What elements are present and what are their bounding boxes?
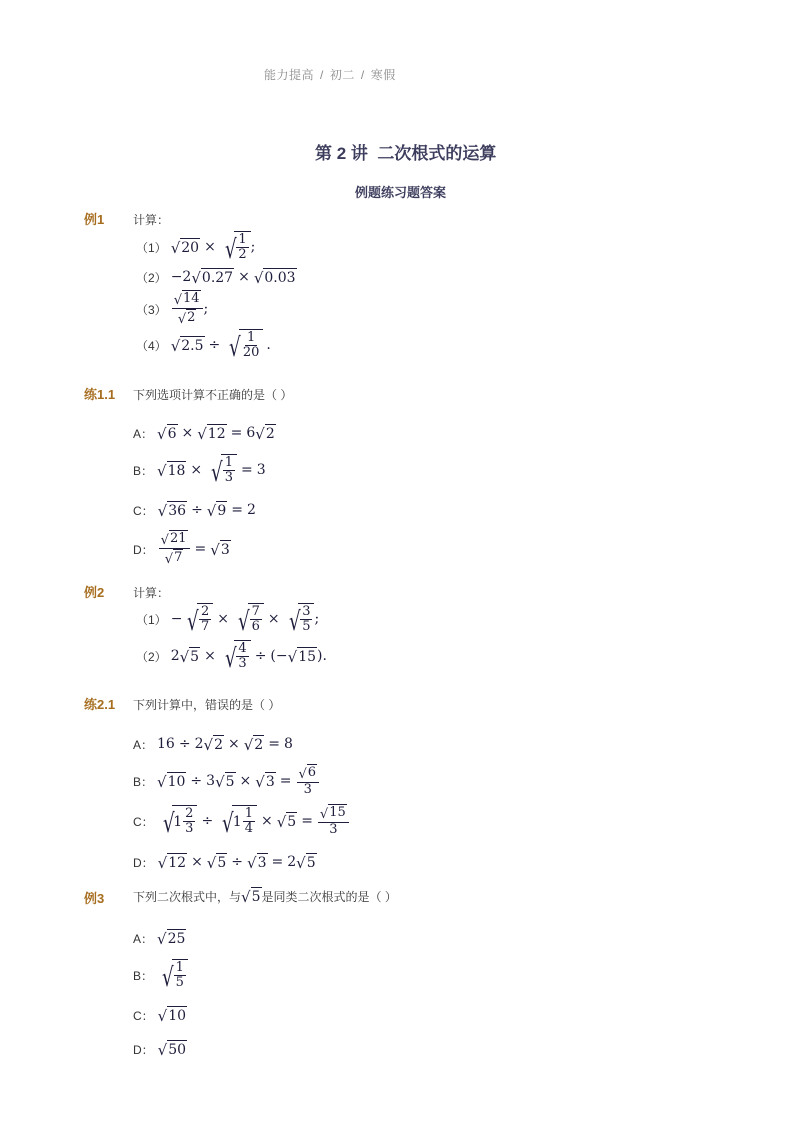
math-expression: √ 21 √ 7 = √ 3: [160, 531, 230, 567]
item-index: （4）: [136, 338, 167, 353]
item-index: （3）: [136, 302, 167, 317]
problem-item: （2） 2 √ 5 × √ $\frac{4}{3}$ ÷ (− √ 15 ) .: [136, 640, 327, 675]
breadcrumb-item: 能力提高: [264, 68, 315, 82]
math-expression: 2 √ 5 × √ $\frac{4}{3}$ ÷ (− √ 15 ) .: [170, 640, 327, 675]
math-expression: [171, 290, 209, 327]
problem-label-ex2: 例2: [84, 585, 105, 600]
page-title: 第 2 讲 二次根式的运算: [315, 144, 497, 163]
option-c: C： √ 10: [133, 1007, 187, 1025]
breadcrumb-separator: /: [320, 68, 324, 82]
option-b: B： √ 10 ÷ 3 √ 5 × √ 3 = √ 6 3: [133, 762, 320, 800]
math-expression: √ 6 × √ 12 = 6 √ 2: [157, 425, 275, 443]
fraction: √ 14 √ 2: [172, 290, 203, 327]
math-expression: √ 1 $\frac{2}{3}$ ÷ √ 1 $\frac{1}{4}$ × √ 5 = √ 15 3: [158, 804, 350, 838]
punctuation: ;: [250, 238, 256, 255]
problem-label-ex1: 例1: [84, 212, 105, 227]
option-c: C： √ 36 ÷ √ 9 = 2: [133, 502, 256, 520]
option-b: B： √ 18 × √ $\frac{1}{3}$ = 3: [133, 454, 266, 489]
breadcrumb-separator: /: [360, 68, 365, 82]
radical: √ 20: [170, 238, 200, 257]
fraction: $\frac{1}{2}$: [238, 231, 247, 263]
problem-stem-ex2: 计算：: [133, 586, 170, 600]
item-index: （2）: [136, 270, 167, 285]
option-d: D： √ 12 × √ 5 ÷ √ 3 = 2 √ 5: [133, 854, 316, 872]
item-index: （1）: [136, 240, 167, 255]
radical: √ 0.27: [191, 269, 234, 287]
radicand: 20: [181, 239, 200, 256]
problem-stem-p11: 下列选项计算不正确的是（ ）: [133, 388, 293, 402]
math-expression: √ 10 ÷ 3 √ 5 × √ 3 = √ 6 3: [157, 764, 320, 798]
option-a: A： √ 25: [133, 930, 186, 948]
problem-item: [136, 230, 255, 264]
problem-stem-p21: 下列计算中，错误的是（ ）: [133, 698, 281, 712]
problem-item: （1） − √ $\frac{2}{7}$ × √ $\frac{7}{6}$ × √ $\frac{3}{5}$ ;: [136, 603, 320, 638]
math-expression: √ 36 ÷ √ 9 = 2: [157, 502, 256, 520]
problem-item: [136, 327, 271, 363]
option-a: A： √ 6 × √ 12 = 6 √ 2: [133, 425, 275, 443]
math-expression: − 2 √ 0.27 × √ 0.03: [170, 269, 296, 287]
radical: √ 0.03: [253, 269, 296, 287]
radical: √ $\frac{1}{2}$: [220, 231, 251, 263]
option-d: D： √ 21 √ 7 = √ 3: [133, 531, 230, 567]
problem-label-p11: 练1.1: [84, 387, 116, 402]
breadcrumb-item: 初二: [329, 68, 355, 82]
option-a: A： 16 ÷ 2 √ 2 × √ 2 = 8: [133, 736, 293, 754]
problem-stem-ex1: 计算：: [133, 213, 170, 227]
math-expression: − √ $\frac{2}{7}$ × √ $\frac{7}{6}$ × √ $\frac{3}{5}$ ;: [170, 603, 320, 638]
math-expression: 16 ÷ 2 √ 2 × √ 2 = 8: [157, 736, 293, 754]
problem-item: [136, 290, 208, 328]
option-c: C： √ 1 $\frac{2}{3}$ ÷ √ 1 $\frac{1}{4}$ × √ 5 = √ 15 3: [133, 800, 350, 842]
breadcrumb-item: 寒假: [370, 68, 396, 82]
problem-item: [136, 267, 297, 287]
radical: √ 2.5: [170, 336, 204, 355]
math-expression: √ 18 × √ $\frac{1}{3}$ = 3: [157, 454, 266, 489]
problem-label-ex3: 例3: [84, 891, 105, 906]
section-subtitle: 例题练习题答案: [355, 185, 447, 200]
radical: √ $\frac{1}{20}$: [224, 329, 263, 361]
punctuation: ;: [203, 301, 209, 317]
math-expression: √ 2.5 ÷ √ $\frac{1}{20}$ .: [170, 329, 271, 364]
math-expression: √ 20 × √ $\frac{1}{2}$ ;: [170, 231, 256, 266]
option-b: B： √ $\frac{1}{5}$: [133, 956, 188, 994]
punctuation: .: [266, 336, 271, 353]
breadcrumb: [264, 66, 396, 83]
option-d: D： √ 50: [133, 1041, 187, 1059]
math-expression: √ 12 × √ 5 ÷ √ 3 = 2 √ 5: [157, 854, 316, 872]
problem-stem-ex3: 下列二次根式中，与 √ 5 是同类二次根式的是（ ）: [133, 888, 397, 906]
problem-label-p21: 练2.1: [84, 697, 116, 712]
